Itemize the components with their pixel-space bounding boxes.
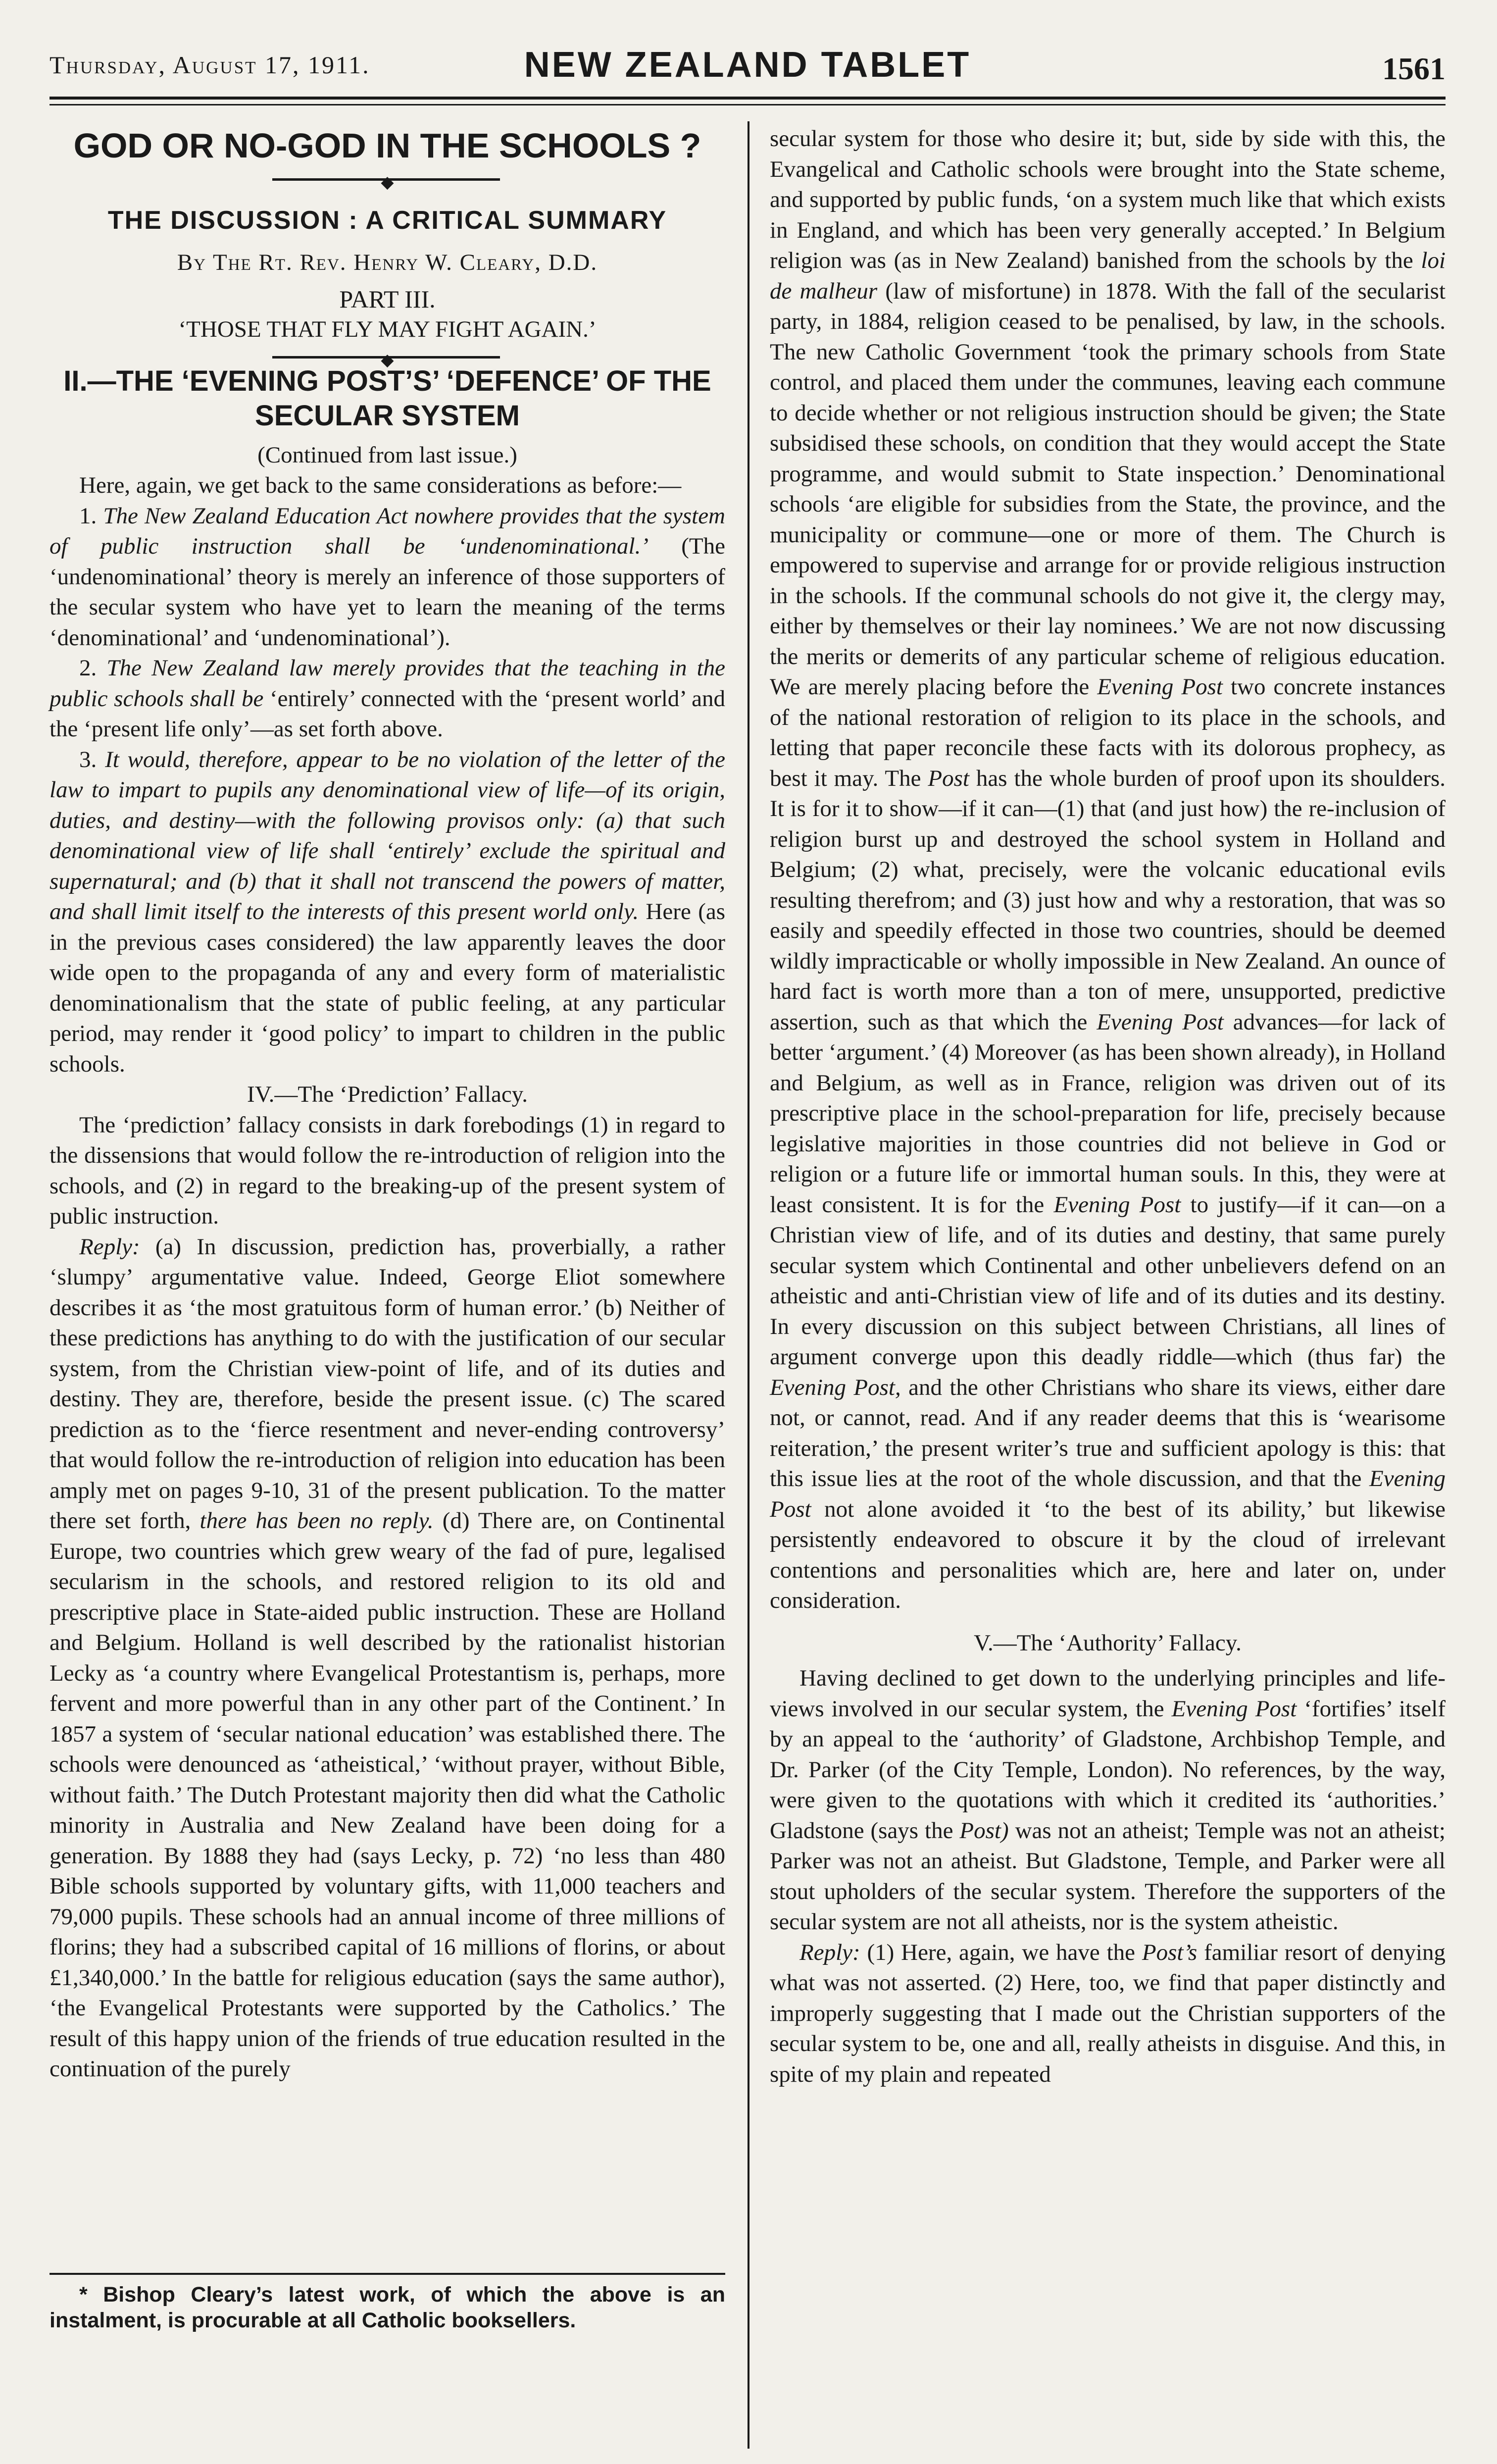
header-rule: [50, 97, 1446, 100]
paragraph: secular system for those who desire it; but, side by side with this, the Evangelical and Catholic schools were brought into the State scheme, and supported by public funds, ‘on a system much like that which exists in England, and which has been very generally accepted.’ In Belgium religion was (as in New Zealand) banished from the schools by the loi de malheur (law of misfortune) in 1878. With the fall of the secularist party, in 1884, religion ceased to be penalised, by law, in the schools. The new Catholic Government ‘took the primary schools from State control, and placed them under the communes, leaving each commune to decide whether or not religious instruction should be given; the State subsidised these schools, on condition that they would accept the State programme, and would submit to State inspection.’ Denominational schools ‘are eligible for subsidies from the State, the province, and the municipality or commune—one or more of them. The Church is empowered to supervise and arrange for or provide religious instruction in the schools. If the communal schools do not give it, the clergy may, either by themselves or their lay nominees.’ We are not now discussing the merits or demerits of any particular scheme of religious education. We are merely placing before the Evening Post two concrete instances of the national restoration of religion to its place in the schools, and letting that paper reconcile these facts with its dolorous prophecy, as best it may. The Post has the whole burden of proof upon its shoulders. It is for it to show—if it can—(1) that (and just how) the re-inclusion of religion burst up and destroyed the school system in Holland and Belgium; (2) what, precisely, were the volcanic educational evils resulting therefrom; and (3) just how and why a restoration, that was so easily and speedily effected in those two countries, should be deemed wildly impracticable or wholly impossible in New Zealand. An ounce of hard fact is worth more than a ton of mere, unsupported, predictive assertion, such as that which the Evening Post advances—for lack of better ‘argument.’ (4) Moreover (as has been shown already), in Holland and Belgium, as well as in France, religion was driven out of its prescriptive place in the school-preparation for life, precisely because legislative majorities in those countries did not believe in God or religion or a future life or immortal human souls. In this, they were at least consistent. It is for the Evening Post to justify—if it can—on a Christian view of life, and of its duties and destiny, that same purely secular system which Continental and other unbelievers defend on an atheistic and anti-Christian view of life and of its duties and its destiny. In every discussion on this subject between Christians, all lines of argument converge upon this deadly riddle—which (thus far) the Evening Post, and the other Christians who share its views, either dare not, or cannot, read. And if any reader deems that this is ‘wearisome reiteration,’ the present writer’s true and sufficient apology is this: that this issue lies at the root of the whole discussion, and that the Evening Post not alone avoided it ‘to the best of its ability,’ but likewise persistently endeavored to obscure it by the cloud of irrelevant contentions and personalities which are, here and later on, under consideration.: [770, 126, 1446, 1613]
paragraph: 1. The New Zealand Education Act nowhere provides that the system of public instruction shall be ‘undenominational.’ (The ‘undenominational’ theory is merely an inference of those supporters of the secular system who have yet to learn the meaning of the terms ‘denominational’ and ‘undenominational’).: [50, 503, 726, 651]
paragraph: Reply: (a) In discussion, prediction has, proverbially, a rather ‘slumpy’ argumentative value. Indeed, George Eliot somewhere describes it as ‘the most gratuitous form of human error.’ (b) Neither of these predictions has anything to do with the justification of our secular system, from the Christian view-point of life, and of its duties and destiny. They are, therefore, beside the present issue. (c) The scared prediction as to the ‘fierce resentment and never-ending controversy’ that would follow the re-introduction of religion into education has been amply met on pages 9-10, 31 of the present publication. To the matter there set forth, there has been no reply. (d) There are, on Continental Europe, two countries which grew weary of the fad of pure, legalised secularism in the schools, and restored religion to its old and prescriptive place in State-aided public instruction. These are Holland and Belgium. Holland is well described by the rationalist historian Lecky as ‘a country where Evangelical Protestantism is, perhaps, more fervent and more powerful than in any other part of the Continent.’ In 1857 a system of ‘secular national education’ was established there. The schools were denounced as ‘atheistical,’ ‘without prayer, without Bible, without faith.’ The Dutch Protestant majority then did what the Catholic minority in Australia and New Zealand have been doing for a generation. By 1888 they had (says Lecky, p. 72) ‘no less than 480 Bible schools supported by voluntary gifts, with 11,000 teachers and 79,000 pupils. These schools had an annual income of three millions of florins; they had a subscribed capital of 16 millions of florins, or about £1,340,000.’ In the battle for religious education (says the same author), ‘the Evangelical Protestants were supported by the Catholics.’ The result of this happy union of the friends of true education resulted in the continuation of the purely: [50, 1233, 726, 2082]
continued-note: (Continued from last issue.): [257, 442, 517, 468]
byline: By The Rt. Rev. Henry W. Cleary, D.D.: [177, 250, 598, 275]
ornament-divider: [50, 170, 725, 188]
header-rule-thin: [50, 104, 1446, 105]
paragraph: 2. The New Zealand law merely provides that the teaching in the public schools shall be ‘entirely’ connected with the ‘present world’ and the ‘present life only’—as set forth above.: [50, 655, 726, 742]
publication-title: NEW ZEALAND TABLET: [524, 45, 971, 85]
section-heading-iv: IV.—The ‘Prediction’ Fallacy.: [247, 1081, 528, 1107]
footnote: * Bishop Cleary’s latest work, of which the above is an instalment, is procurable at all Catholic booksellers.: [50, 2283, 725, 2332]
part-number: PART III.: [339, 285, 436, 313]
paragraph: 3. It would, therefore, appear to be no violation of the letter of the law to impart to pupils any denominational view of life—of its origin, duties, and destiny—with the following provisos only: (a) that such denominational view of life shall ‘entirely’ exclude the spiritual and supernatural; and (b) that it shall not transcend the powers of matter, and shall limit itself to the interests of this present world only. Here (as in the previous cases considered) the law apparently leaves the door wide open to the propaganda of any and every form of materialistic denominationalism that the state of public feeling, at any particular period, may render it ‘good policy’ to impart to children in the public schools.: [50, 746, 725, 1077]
page-header: [50, 45, 1446, 89]
section-heading-v: V.—The ‘Authority’ Fallacy.: [974, 1630, 1242, 1656]
section-heading: II.—THE ‘EVENING POST’S’ ‘DEFENCE’ OF THE SECULAR SYSTEM: [63, 364, 711, 432]
ornament-divider: [50, 348, 725, 354]
footnote-rule: [50, 2273, 725, 2275]
right-column: [770, 124, 1446, 2090]
issue-date: Thursday, August 17, 1911.: [50, 51, 370, 79]
article-title: GOD OR NO-GOD IN THE SCHOOLS ?: [73, 126, 701, 165]
page-number: 1561: [1382, 51, 1446, 86]
paragraph: Here, again, we get back to the same considerations as before:—: [79, 472, 682, 498]
column-divider: [748, 121, 749, 2449]
paragraph: Reply: (1) Here, again, we have the Post’s familiar resort of denying what was not asserted. (2) Here, too, we find that paper distinctly and improperly suggesting that I made out the Christian supporters of the secular system to be, one and all, really atheists in disguise. And this, in spite of my plain and repeated: [770, 1939, 1446, 2087]
paragraph: The ‘prediction’ fallacy consists in dark forebodings (1) in regard to the dissensions that would follow the re-introduction of religion into the schools, and (2) in regard to the breaking-up of the present system of public instruction.: [50, 1112, 725, 1229]
article-subtitle: THE DISCUSSION : A CRITICAL SUMMARY: [107, 206, 667, 235]
part-motto: ‘THOSE THAT FLY MAY FIGHT AGAIN.’: [178, 316, 597, 342]
left-column: [50, 124, 725, 2426]
paragraph: Having declined to get down to the underlying principles and life-views involved in our secular system, the Evening Post ‘fortifies’ itself by an appeal to the ‘authority’ of Gladstone, Archbishop Temple, and Dr. Parker (of the City Temple, London). No references, by the way, were given to the quotations with which it credited its ‘authorities.’ Gladstone (says the Post) was not an atheist; Temple was not an atheist; Parker was not an atheist. But Gladstone, Temple, and Parker were all stout upholders of the secular system. Therefore the supporters of the secular system are not all atheists, nor is the system atheistic.: [770, 1665, 1446, 1935]
